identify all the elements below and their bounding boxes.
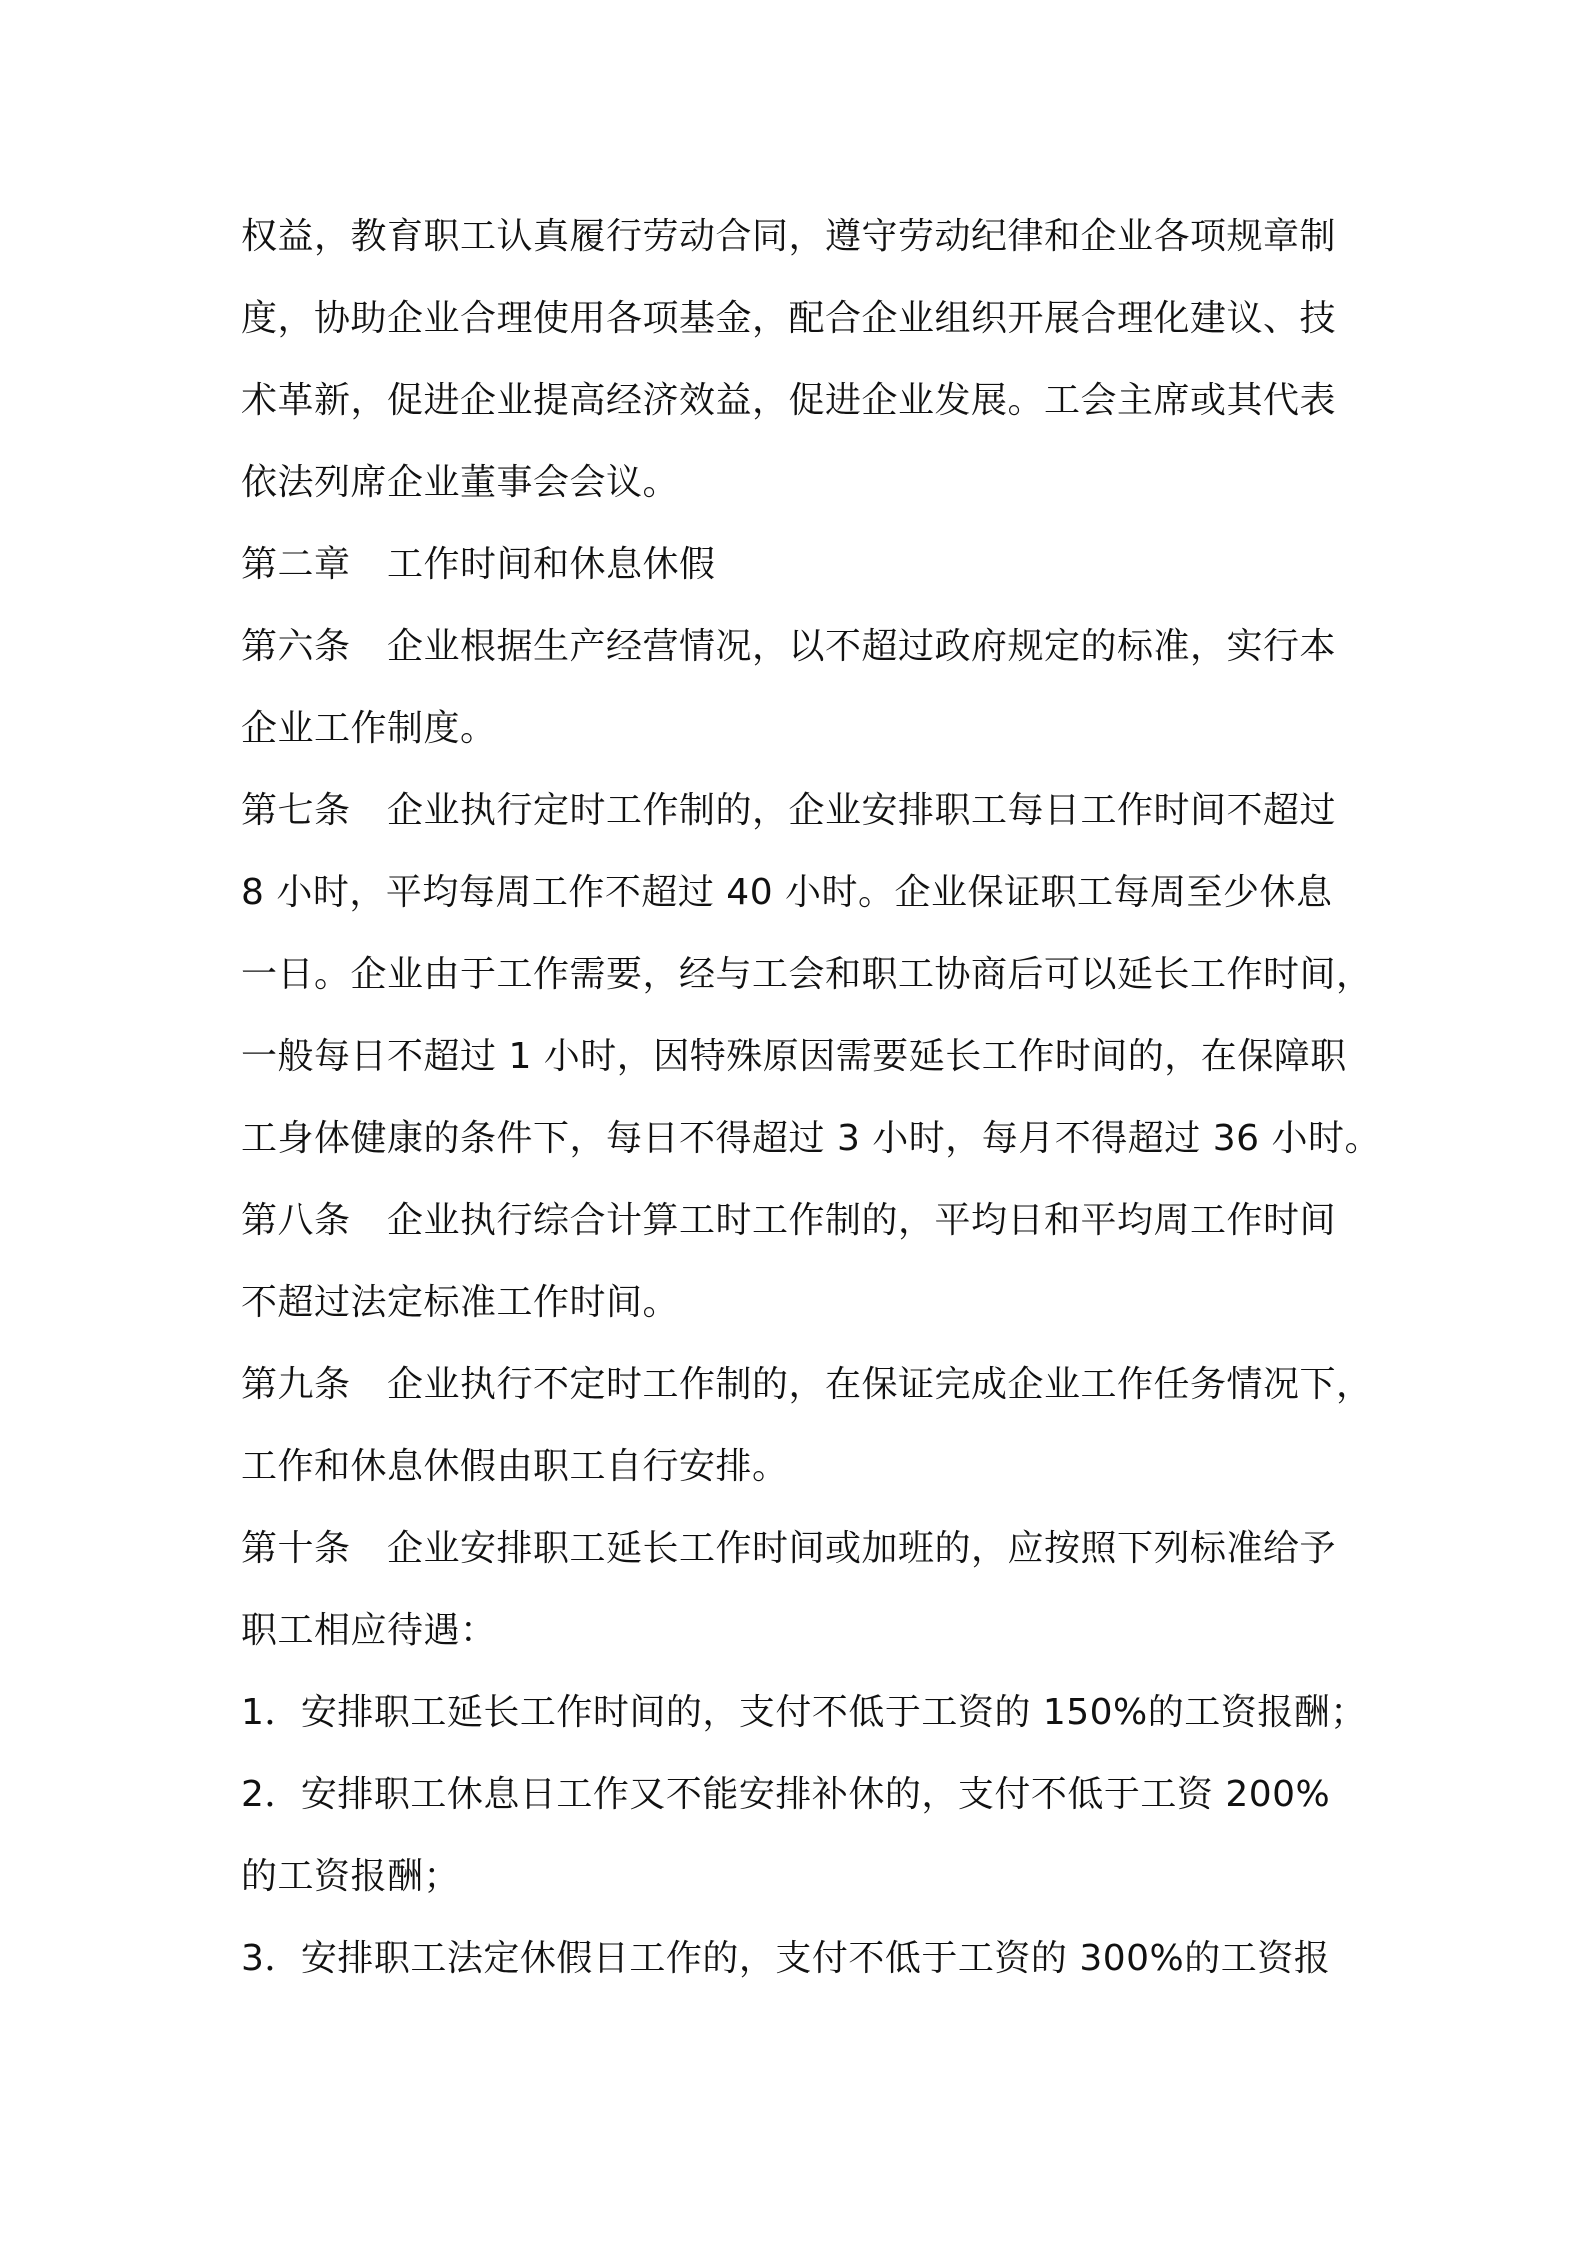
text-line: 依法列席企业董事会会议。 — [241, 462, 680, 503]
text-line: 工作和休息休假由职工自行安排。 — [241, 1446, 789, 1487]
document-body — [241, 196, 1381, 2000]
article-line: 第八条 企业执行综合计算工时工作制的，平均日和平均周工作时间 — [241, 1200, 1337, 1241]
text-line: 一日。企业由于工作需要，经与工会和职工协商后可以延长工作时间， — [241, 954, 1373, 995]
chapter-heading: 第二章 工作时间和休息休假 — [241, 544, 716, 585]
list-item: 3．安排职工法定休假日工作的，支付不低于工资的 300%的工资报 — [241, 1938, 1331, 1979]
text-line: 度，协助企业合理使用各项基金，配合企业组织开展合理化建议、技 — [241, 298, 1337, 339]
text-line: 8 小时，平均每周工作不超过 40 小时。企业保证职工每周至少休息 — [241, 872, 1333, 913]
article-line: 第七条 企业执行定时工作制的，企业安排职工每日工作时间不超过 — [241, 790, 1337, 831]
list-item: 1．安排职工延长工作时间的，支付不低于工资的 150%的工资报酬； — [241, 1692, 1367, 1733]
text-line: 术革新，促进企业提高经济效益，促进企业发展。工会主席或其代表 — [241, 380, 1337, 421]
list-item: 2．安排职工休息日工作又不能安排补休的，支付不低于工资 200% — [241, 1774, 1331, 1815]
article-line: 第十条 企业安排职工延长工作时间或加班的，应按照下列标准给予 — [241, 1528, 1337, 1569]
article-line: 第六条 企业根据生产经营情况，以不超过政府规定的标准，实行本 — [241, 626, 1337, 667]
text-line: 的工资报酬； — [241, 1856, 461, 1897]
text-line: 不超过法定标准工作时间。 — [241, 1282, 680, 1323]
text-line: 一般每日不超过 1 小时，因特殊原因需要延长工作时间的，在保障职 — [241, 1036, 1347, 1077]
text-line: 企业工作制度。 — [241, 708, 497, 749]
text-line: 工身体健康的条件下，每日不得超过 3 小时，每月不得超过 36 小时。 — [241, 1118, 1381, 1159]
article-line: 第九条 企业执行不定时工作制的，在保证完成企业工作任务情况下， — [241, 1364, 1373, 1405]
text-line: 职工相应待遇： — [241, 1610, 497, 1651]
text-line: 权益，教育职工认真履行劳动合同，遵守劳动纪律和企业各项规章制 — [241, 216, 1337, 257]
